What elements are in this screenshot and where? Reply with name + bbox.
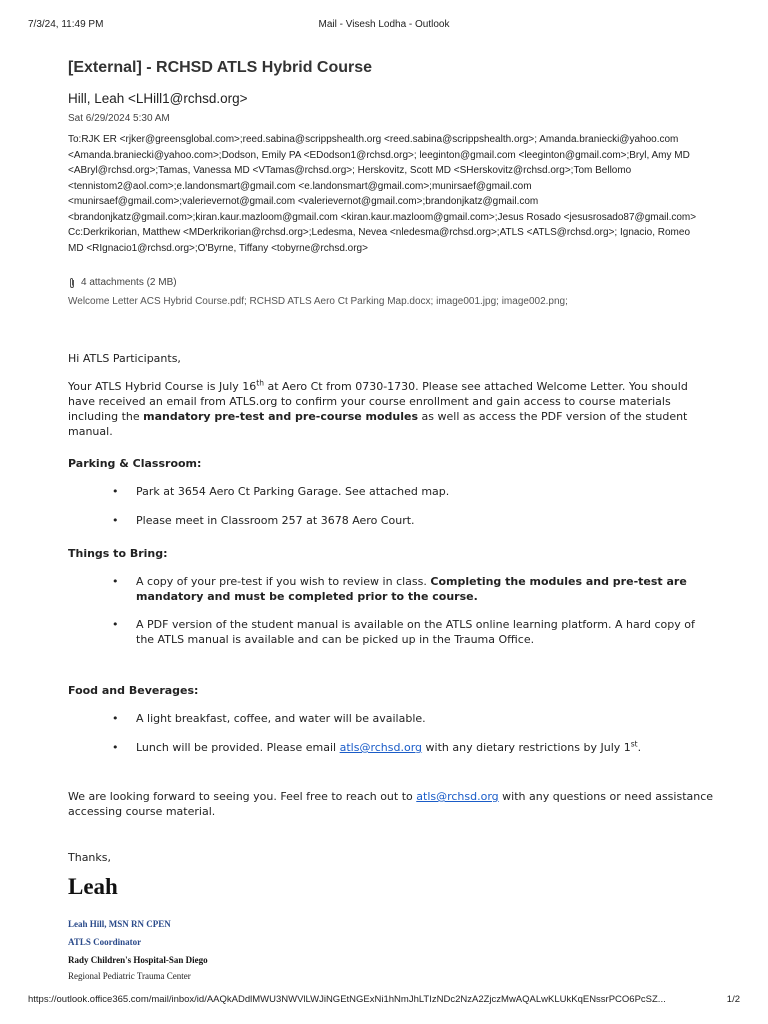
page-url[interactable]: https://outlook.office365.com/mail/inbox/id/AAQkADdlMWU3NWVlLWJiNGEtNGExNi1hNmJhLTIzNDc2NzA2ZjczMwAQALwKLUkKqENssrPCO6PcSZ... [28,994,666,1005]
email-link[interactable]: atls@rchsd.org [339,741,423,754]
signature-org: Rady Children's Hospital-San Diego [68,955,208,965]
signature-dept: Regional Pediatric Trauma Center [68,971,191,981]
intro-bold: mandatory pre-test and pre-course modules [143,410,419,423]
print-title: Mail - Visesh Lodha - Outlook [318,19,450,30]
list-item: • A PDF version of the student manual is available on the ATLS online learning platform. A hard copy of the ATLS manual is available and can be picked up in the Trauma Office. [68,617,708,647]
print-footer [28,994,740,1008]
food-text-3: . [637,741,642,754]
food-sup: st [630,739,638,749]
list-item [68,740,708,755]
list-item: • Please meet in Classroom 257 at 3678 Aero Court. [68,513,708,528]
intro-text-3: as well as access the PDF version of the student manual. [68,410,688,438]
signature-role: ATLS Coordinator [68,937,142,947]
to-recipients[interactable]: To:RJK ER <rjker@greensglobal.com>;reed.sabina@scrippshealth.org <reed.sabina@scrippshealth.org>; Amanda.braniecki@yahoo.com <Amanda.braniecki@yahoo.com>;Dodson, Emily PA <EDodson1@rchsd.org>; leeginton@gmail.com <leeginton@gmail.com>;Bryl, Amy MD <ABryl@rchsd.org>;Tamas, Vanessa MD <VTamas@rchsd.org>; Herskovitz, Scott MD <SHerskovitz@rchsd.org>;Tom Bellomo <tennistom2@aol.com>;e.landonsmart@gmail.com <e.landonsmart@gmail.com>;munirsaef@gmail.com <munirsaef@gmail.com>;valerievernot@gmail.com <valerievernot@gmail.com>;brandonjkatz@gmail.com <brandonjkatz@gmail.com>;kiran.kaur.mazloom@gmail.com <kiran.kaur.mazloom@gmail.com>;Jesus Rosado <jesusrosado87@gmail.com> [68,134,697,223]
signature-title: Leah Hill, MSN RN CPEN [68,919,171,929]
attachments-filenames[interactable]: Welcome Letter ACS Hybrid Course.pdf; RCHSD ATLS Aero Ct Parking Map.docx; image001.jpg; image002.png; [68,296,568,307]
list-item: • A light breakfast, coffee, and water will be available. [68,711,708,726]
bring-heading: Things to Bring: [68,547,168,560]
food-list [68,711,708,769]
email-subject: [External] - RCHSD ATLS Hybrid Course [68,59,373,76]
email-sender[interactable]: Hill, Leah <LHill1@rchsd.org> [68,91,248,106]
attachments-summary[interactable] [68,276,708,290]
intro-text-2: at Aero Ct from 0730-1730. Please see attached Welcome Letter. You should have received an email from ATLS.org to confirm your course enrollment and gain access to course materials including the [68,380,688,423]
email-view [68,56,714,981]
cc-recipients[interactable]: Cc:Derkrikorian, Matthew <MDerkrikorian@rchsd.org>;Ledesma, Nevea <nledesma@rchsd.org>;ATLS <ATLS@rchsd.org>; Ignacio, Romeo MD <RIgnacio1@rchsd.org>;O'Byrne, Tiffany <tobyrne@rchsd.org> [68,227,691,254]
email-sent-time: Sat 6/29/2024 5:30 AM [68,113,170,124]
paperclip-icon [68,277,76,289]
closing-paragraph [68,789,718,819]
intro-paragraph [68,379,718,439]
parking-list [68,484,708,542]
sign-off: Thanks, [68,851,112,864]
food-text: Lunch will be provided. Please email [136,741,340,754]
attachments-count: 4 attachments (2 MB) [81,277,177,288]
list-item: • Park at 3654 Aero Ct Parking Garage. See attached map. [68,484,708,499]
print-header [28,19,740,33]
email-link[interactable]: atls@rchsd.org [416,790,499,803]
greeting: Hi ATLS Participants, [68,352,181,365]
parking-heading: Parking & Classroom: [68,457,202,470]
bring-list [68,574,708,660]
closing-text-2: with any questions or need assistance accessing course material. [68,790,714,818]
closing-text: We are looking forward to seeing you. Feel free to reach out to [68,790,417,803]
print-datetime: 7/3/24, 11:49 PM [28,19,104,30]
signature-name: Leah [68,874,118,899]
food-text-2: with any dietary restrictions by July 1 [422,741,631,754]
email-recipients [68,132,708,256]
list-item [68,574,708,604]
page-number: 1/2 [726,994,740,1005]
intro-sup: th [256,378,264,388]
bring-bold: Completing the modules and pre-test are mandatory and must be completed prior to the course. [136,575,687,603]
intro-text: Your ATLS Hybrid Course is July 16 [68,380,257,393]
bring-text: A copy of your pre-test if you wish to review in class. [136,575,431,588]
food-heading: Food and Beverages: [68,684,199,697]
